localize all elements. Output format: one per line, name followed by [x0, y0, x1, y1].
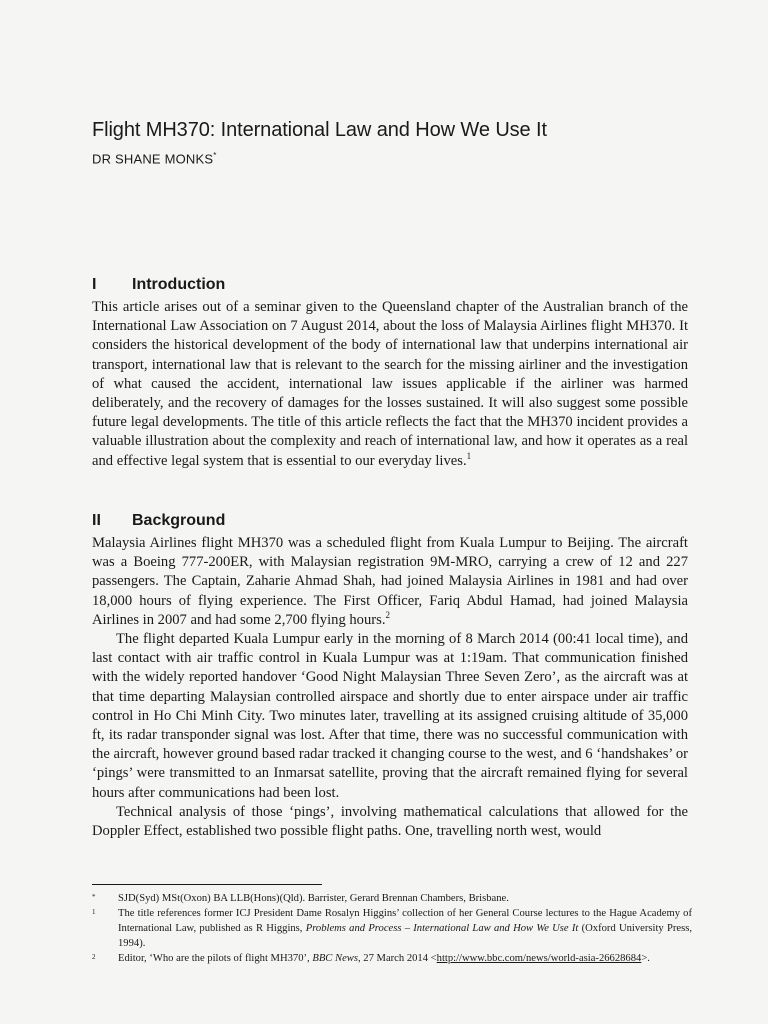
author-line: [92, 151, 217, 166]
footnote-mark: *: [92, 893, 96, 901]
footnote-ref[interactable]: 1: [466, 450, 472, 461]
cited-title: Problems and Process – International Law and How We Use It: [305, 923, 579, 934]
section-heading-introduction: [92, 276, 225, 294]
reference-link[interactable]: http://www.bbc.com/news/world-asia-26628684: [436, 953, 642, 964]
footnote-ref[interactable]: 2: [385, 609, 390, 620]
paragraph: The flight departed Kuala Lumpur early in the morning of 8 March 2014 (00:41 local time), and last contact with air traffic control in Kuala Lumpur was at 1:19am. That communication finished with the widely reported handover ‘Good Night Malaysian Three Seven Zero’, as the aircraft was at that time departing Malaysian controlled airspace and shortly due to enter airspace under air traffic control in Ho Chi Minh City. Two minutes later, travelling at its assigned cruising altitude of 35,000 ft, its radar transponder signal was lost. After that time, there was no successful communication with the aircraft, however ground based radar tracked it changing course to the west, and 6 ‘handshakes’ or ‘pings’ were transmitted to an Inmarsat satellite, proving that the aircraft remained flying for several hours after communications had been lost.: [92, 631, 688, 801]
footnote: 2 Editor, ‘Who are the pilots of flight MH370’, BBC News, 27 March 2014 <http://www.bbc.com/news/world-asia-26628684>.: [92, 953, 650, 964]
section-title: Background: [132, 512, 226, 529]
introduction-body: [92, 298, 688, 471]
footnote-mark: 2: [92, 953, 96, 961]
footnote: 1 The title references former ICJ President Dame Rosalyn Higgins’ collection of her General Course lectures to the Hague Academy of International Law, published as R Higgins, Problems and Process – International Law and How We Use It (Oxford University Press, 1994).: [92, 908, 692, 949]
author-name: DR SHANE MONKS: [92, 151, 214, 167]
paragraph: Malaysia Airlines flight MH370 was a scheduled flight from Kuala Lumpur to Beijing. The aircraft was a Boeing 777-200ER, with Malaysian registration 9M-MRO, carrying a crew of 12 and 227 passengers. The Captain, Zaharie Ahmad Shah, had joined Malaysia Airlines in 1981 and had over 18,000 hours of flying experience. The First Officer, Fariq Abdul Hamad, had joined Malaysia Airlines in 2007 and had some 2,700 flying hours.$^2$: [92, 535, 688, 628]
section-heading-background: [92, 512, 225, 530]
footnotes: [92, 891, 692, 966]
section-title: Introduction: [132, 276, 226, 293]
cited-source: BBC News: [312, 953, 358, 964]
paragraph: Technical analysis of those ‘pings’, involving mathematical calculations that allowed for the Doppler Effect, established two possible flight paths. One, travelling north west, would: [92, 803, 688, 840]
footnote: * SJD(Syd) MSt(Oxon) BA LLB(Hons)(Qld). Barrister, Gerard Brennan Chambers, Brisbane.: [92, 893, 509, 904]
section-number: II: [92, 512, 101, 529]
footnote-mark: 1: [92, 908, 96, 916]
article-title: Flight MH370: International Law and How We Use It: [92, 119, 547, 141]
footnote-divider: [92, 884, 322, 885]
paragraph: This article arises out of a seminar given to the Queensland chapter of the Australian branch of the International Law Association on 7 August 2014, about the loss of Malaysia Airlines flight MH370. It considers the historical development of the body of international law that underpins international air transport, international law that is relevant to the search for the missing airliner and the investigation of what caused the accident, international law issues applicable if the airliner was harmed deliberately, and the recovery of damages for the losses sustained. It will also suggest some possible future legal developments. The title of this article reflects the fact that the MH370 incident provides a valuable illustration about the complexity and reach of international law, and how it operates as a real and effective legal system that is essential to our everyday lives.$^1$: [92, 299, 688, 469]
author-footnote-mark: *: [213, 151, 217, 160]
section-number: I: [92, 276, 97, 293]
background-body: [92, 534, 688, 841]
